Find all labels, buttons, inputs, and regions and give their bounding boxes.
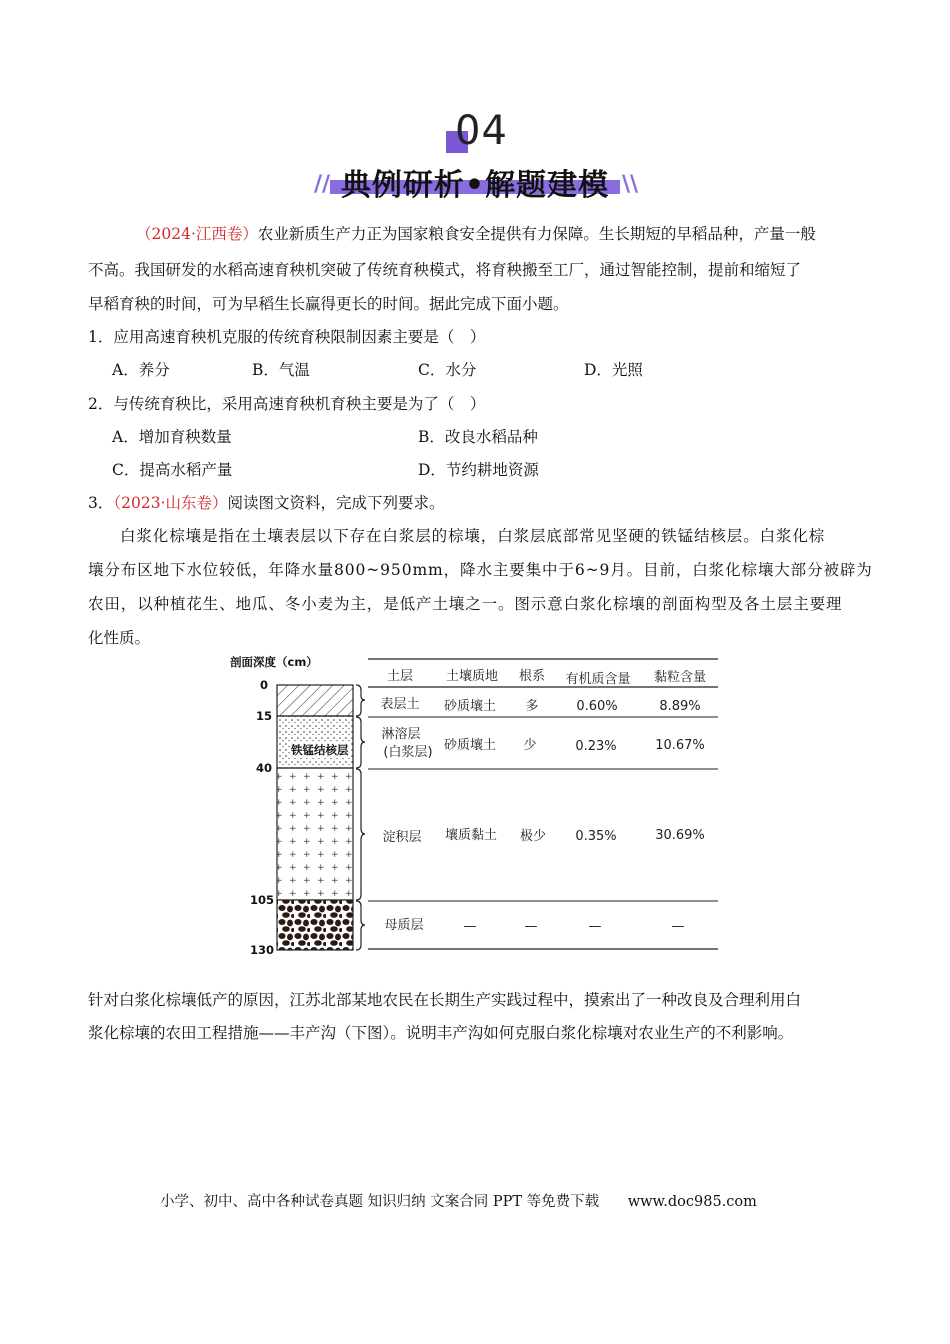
intro-line-1 [136,222,816,244]
row1-roots: 多 [525,699,539,714]
depth-label-15: 15 [256,709,273,723]
q1-option-a: A．养分 [112,361,170,379]
q3-para-line-2: 壤分布区地下水位较低，年降水量800~950mm，降水主要集中于6~9月。目前，白浆化棕壤大部分被辟为 [88,561,873,579]
q3-source: （2023·山东卷） [113,494,228,512]
q2-option-d: D．节约耕地资源 [418,461,539,479]
row3-clay: 30.69% [655,828,705,843]
row2-organic: 0.23% [575,739,617,754]
intro-line-3: 早稻育秧的时间，可为早稻生长赢得更长的时间。据此完成下面小题。 [88,295,569,313]
row3-roots: 极少 [519,829,547,844]
header-clay: 黏粒含量 [653,670,707,685]
row4-roots: — [524,919,538,934]
q2-option-c: C．提高水稻产量 [112,461,233,479]
row3-texture: 壤质黏土 [444,828,498,843]
brace-leaching [356,717,365,768]
q3-followup-line-2: 浆化棕壤的农田工程措施——丰产沟（下图）。说明丰产沟如何克服白浆化棕壤对农业生产的不利影响。 [88,1024,794,1042]
nodule-layer-label: 铁锰结核层 [291,743,349,757]
right-slash-icon: \\ [622,172,639,197]
q1-stem: 1．应用高速育秧机克服的传统育秧限制因素主要是（ ） [88,328,486,346]
row2-texture: 砂质壤土 [443,738,497,753]
row2-roots: 少 [523,738,537,753]
header-texture: 土壤质地 [445,669,499,684]
intro-source: （2024·江西卷） [136,225,258,243]
footer-url[interactable]: www.doc985.com [627,1194,757,1210]
header-layer: 土层 [386,669,414,684]
row1-clay: 8.89% [659,699,701,714]
depth-label-130: 130 [250,943,275,957]
footer-text: 小学、初中、高中各种试卷真题 知识归纳 文案合同 PPT 等免费下载 [160,1194,600,1210]
depth-axis-title: 剖面深度（cm） [230,655,318,669]
brace-parent [356,901,365,950]
q1-option-c: C．水分 [418,361,477,379]
brace-illuvial [356,769,365,900]
row4-clay: — [671,919,685,934]
section-title: 典例研析•解题建模 [340,168,610,203]
row3-layer: 淀积层 [382,830,422,845]
depth-label-40: 40 [256,761,273,775]
q3-number: 3． [88,494,114,512]
row4-layer: 母质层 [384,918,424,933]
row2-clay: 10.67% [655,738,705,753]
header-roots: 根系 [518,669,546,684]
depth-label-0: 0 [260,678,269,692]
q3-stem-line [88,491,445,513]
page-footer [160,1190,767,1211]
row4-texture: — [463,919,477,934]
layer-illuvial [277,768,353,900]
q3-para-line-1: 白浆化棕壤是指在土壤表层以下存在白浆层的棕壤，白浆层底部常见坚硬的铁锰结核层。白浆化棕 [120,527,826,545]
row1-texture: 砂质壤土 [443,699,497,714]
q2-option-b: B．改良水稻品种 [418,428,538,446]
q2-stem: 2．与传统育秧比，采用高速育秧机育秧主要是为了（ ） [88,395,486,413]
brace-topsoil [356,685,365,716]
row2-layer-line1: 淋溶层 [381,727,421,742]
row2-layer-line2: (白浆层) [383,745,433,760]
layer-topsoil [277,685,353,716]
row1-organic: 0.60% [576,699,618,714]
row4-organic: — [588,919,602,934]
intro-line-2: 不高。我国研发的水稻高速育秧机突破了传统育秧模式，将育秧搬至工厂，通过智能控制，提前和缩短了 [88,261,802,279]
soil-profile-figure [230,652,730,958]
layer-parent-material [277,900,353,950]
row1-layer: 表层土 [380,697,420,712]
header-organic: 有机质含量 [565,672,631,687]
q3-followup-line-1: 针对白浆化棕壤低产的原因，江苏北部某地农民在长期生产实践过程中，摸索出了一种改良及合理利用白 [88,991,802,1009]
q3-para-line-4: 化性质。 [88,629,151,647]
left-slash-icon: // [314,172,331,197]
q1-option-b: B．气温 [252,361,310,379]
intro-text-1: 农业新质生产力正为国家粮食安全提供有力保障。生长期短的早稻品种，产量一般 [257,225,816,243]
q2-option-a: A．增加育秧数量 [112,428,232,446]
section-number: 04 [455,108,508,154]
q3-para-line-3: 农田，以种植花生、地瓜、冬小麦为主，是低产土壤之一。图示意白浆化棕壤的剖面构型及各土层主要理 [88,595,843,613]
row3-organic: 0.35% [575,829,617,844]
depth-label-105: 105 [250,893,275,907]
q1-option-d: D．光照 [584,361,643,379]
q3-stem: 阅读图文资料，完成下列要求。 [227,494,445,512]
